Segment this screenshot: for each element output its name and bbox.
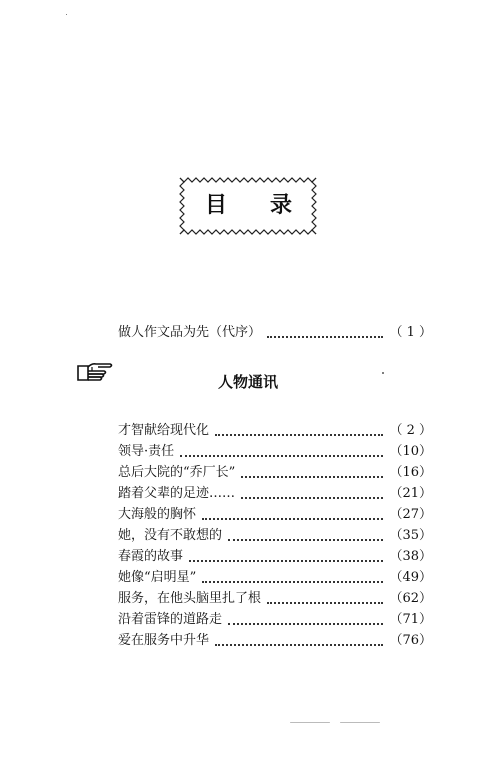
print-speck (290, 722, 330, 723)
pointing-hand-icon (74, 358, 114, 386)
toc-entry-title: 才智献给现代化 (118, 423, 210, 438)
toc-entry-page: （27） (389, 507, 432, 522)
toc-entry-title: 春霞的故事 (118, 549, 184, 564)
toc-title-char-1: 目 (205, 192, 228, 218)
toc-entry[interactable] (118, 504, 432, 524)
toc-entry-title: 沿着雷锋的道路走 (118, 612, 223, 627)
dot-leader (241, 496, 383, 499)
toc-entry-title: 服务，在他头脑里扎了根 (118, 591, 262, 606)
toc-entry-page: （62） (389, 591, 432, 606)
toc-entry-title: 踏着父辈的足迹…… (118, 486, 236, 501)
print-speck (382, 372, 384, 374)
toc-entry[interactable] (118, 420, 432, 440)
toc-entry-page: （ 1 ） (389, 325, 432, 340)
toc-entry-page: （10） (389, 444, 432, 459)
dot-leader (228, 538, 383, 541)
dot-leader (215, 433, 383, 436)
zigzag-border (178, 176, 318, 236)
print-speck (340, 722, 380, 723)
toc-entry-title: 她，没有不敢想的 (118, 528, 223, 543)
toc-entry-title: 总后大院的“乔厂长” (118, 465, 236, 480)
toc-entry-page: （76） (389, 633, 432, 648)
toc-entry-page: （16） (389, 465, 432, 480)
toc-entry[interactable] (118, 588, 432, 608)
toc-entry[interactable] (118, 441, 432, 461)
toc-entry-title: 爱在服务中升华 (118, 633, 210, 648)
print-speck (66, 14, 67, 15)
toc-entry-preface[interactable] (118, 322, 432, 342)
dot-leader (267, 335, 383, 338)
toc-entry-title: 领导·责任 (118, 444, 175, 459)
toc-entry-title: 做人作文品为先（代序） (118, 325, 262, 340)
dot-leader (202, 580, 383, 583)
toc-entry-page: （38） (389, 549, 432, 564)
toc-entry-page: （71） (389, 612, 432, 627)
dot-leader (189, 559, 383, 562)
dot-leader (241, 475, 383, 478)
dot-leader (215, 643, 383, 646)
toc-entry[interactable] (118, 630, 432, 650)
dot-leader (180, 454, 383, 457)
toc-entry[interactable] (118, 483, 432, 503)
dot-leader (267, 601, 383, 604)
toc-entry-page: （ 2 ） (389, 423, 432, 438)
toc-entry-page: （49） (389, 570, 432, 585)
toc-entry-title: 大海般的胸怀 (118, 507, 197, 522)
section-heading: 人物通讯 (218, 373, 279, 391)
toc-title-char-2: 录 (270, 192, 293, 218)
toc-entry[interactable] (118, 609, 432, 629)
toc-entry[interactable] (118, 546, 432, 566)
toc-entry-page: （35） (389, 528, 432, 543)
toc-title-box (178, 176, 318, 236)
toc-entry-title: 她像“启明星” (118, 570, 197, 585)
dot-leader (202, 517, 383, 520)
toc-entry[interactable] (118, 567, 432, 587)
dot-leader (228, 622, 383, 625)
toc-entry[interactable] (118, 462, 432, 482)
toc-entry[interactable] (118, 525, 432, 545)
toc-entry-page: （21） (389, 486, 432, 501)
